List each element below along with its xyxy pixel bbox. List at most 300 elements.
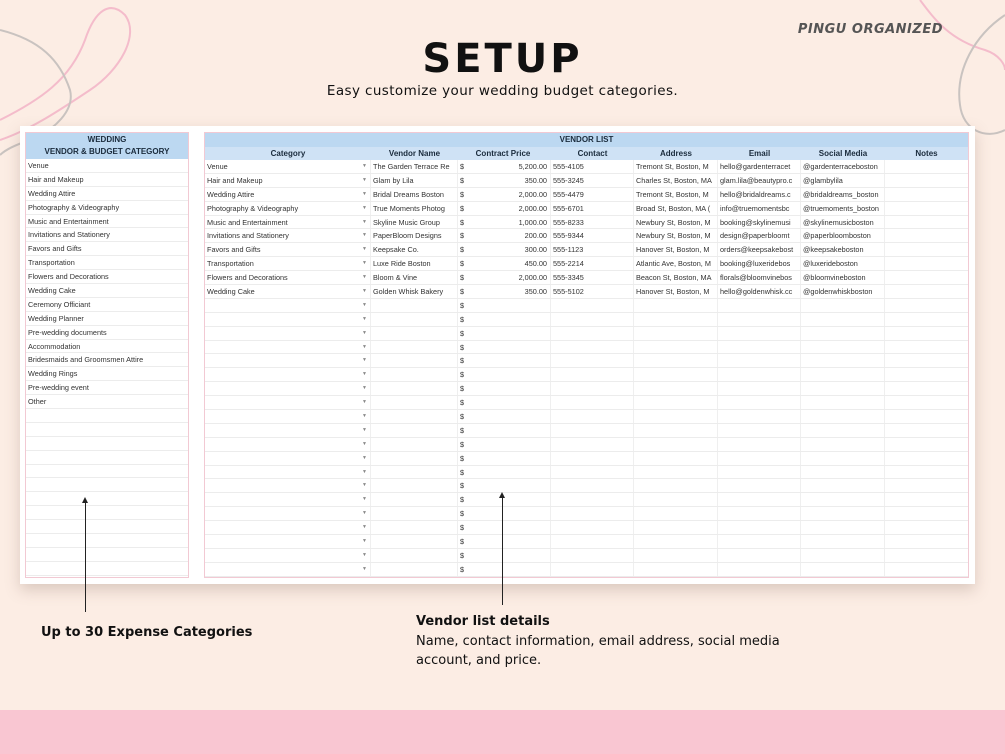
notes-cell[interactable] xyxy=(885,410,968,423)
email-cell[interactable] xyxy=(718,535,801,548)
category-list-item[interactable] xyxy=(26,423,188,437)
address-cell[interactable]: Hanover St, Boston, M xyxy=(634,243,718,256)
address-cell[interactable] xyxy=(634,327,718,340)
social-media-cell[interactable] xyxy=(801,299,885,312)
contract-price-cell[interactable] xyxy=(458,452,551,465)
vendor-name-cell[interactable]: Golden Whisk Bakery xyxy=(371,285,458,298)
notes-cell[interactable] xyxy=(885,549,968,562)
notes-cell[interactable] xyxy=(885,452,968,465)
notes-cell[interactable] xyxy=(885,202,968,215)
notes-cell[interactable] xyxy=(885,285,968,298)
notes-cell[interactable] xyxy=(885,396,968,409)
contract-price-cell[interactable] xyxy=(458,507,551,520)
category-cell[interactable] xyxy=(205,479,371,492)
vendor-name-cell[interactable]: Bridal Dreams Boston xyxy=(371,188,458,201)
social-media-cell[interactable]: @keepsakeboston xyxy=(801,243,885,256)
category-cell[interactable] xyxy=(205,313,371,326)
email-cell[interactable] xyxy=(718,382,801,395)
category-cell[interactable] xyxy=(205,257,371,270)
notes-cell[interactable] xyxy=(885,216,968,229)
contact-cell[interactable] xyxy=(551,563,634,576)
contact-cell[interactable] xyxy=(551,535,634,548)
contact-cell[interactable]: 555-2214 xyxy=(551,257,634,270)
category-cell[interactable] xyxy=(205,382,371,395)
address-cell[interactable]: Atlantic Ave, Boston, M xyxy=(634,257,718,270)
address-cell[interactable] xyxy=(634,549,718,562)
contact-cell[interactable] xyxy=(551,549,634,562)
category-list-item[interactable]: Transportation xyxy=(26,256,188,270)
category-list-item[interactable]: Flowers and Decorations xyxy=(26,270,188,284)
notes-cell[interactable] xyxy=(885,424,968,437)
category-cell[interactable] xyxy=(205,438,371,451)
category-cell[interactable] xyxy=(205,424,371,437)
email-cell[interactable]: glam.lila@beautypro.c xyxy=(718,174,801,187)
contract-price-cell[interactable] xyxy=(458,257,551,270)
category-cell[interactable] xyxy=(205,354,371,367)
social-media-cell[interactable] xyxy=(801,466,885,479)
category-list-item[interactable] xyxy=(26,576,188,578)
dropdown-arrow-icon[interactable]: ▼ xyxy=(362,413,367,420)
email-cell[interactable] xyxy=(718,438,801,451)
dropdown-arrow-icon[interactable]: ▼ xyxy=(362,315,367,322)
social-media-cell[interactable] xyxy=(801,368,885,381)
vendor-name-cell[interactable] xyxy=(371,549,458,562)
vendor-name-cell[interactable] xyxy=(371,299,458,312)
vendor-name-cell[interactable] xyxy=(371,563,458,576)
email-cell[interactable] xyxy=(718,452,801,465)
category-cell[interactable] xyxy=(205,466,371,479)
address-cell[interactable] xyxy=(634,507,718,520)
contract-price-cell[interactable] xyxy=(458,354,551,367)
dropdown-arrow-icon[interactable]: ▼ xyxy=(362,218,367,225)
notes-cell[interactable] xyxy=(885,160,968,173)
social-media-cell[interactable]: @gardenterraceboston xyxy=(801,160,885,173)
contact-cell[interactable] xyxy=(551,313,634,326)
social-media-cell[interactable] xyxy=(801,549,885,562)
email-cell[interactable] xyxy=(718,354,801,367)
category-list-item[interactable]: Venue xyxy=(26,159,188,173)
social-media-cell[interactable]: @glambylila xyxy=(801,174,885,187)
notes-cell[interactable] xyxy=(885,243,968,256)
category-cell[interactable] xyxy=(205,341,371,354)
category-cell[interactable] xyxy=(205,368,371,381)
notes-cell[interactable] xyxy=(885,271,968,284)
contact-cell[interactable]: 555-9344 xyxy=(551,229,634,242)
vendor-name-cell[interactable] xyxy=(371,493,458,506)
contract-price-cell[interactable] xyxy=(458,438,551,451)
contact-cell[interactable] xyxy=(551,452,634,465)
category-cell[interactable] xyxy=(205,521,371,534)
vendor-name-cell[interactable] xyxy=(371,521,458,534)
address-cell[interactable] xyxy=(634,424,718,437)
address-cell[interactable] xyxy=(634,466,718,479)
category-cell[interactable] xyxy=(205,216,371,229)
contact-cell[interactable] xyxy=(551,438,634,451)
category-list-item[interactable]: Other xyxy=(26,395,188,409)
notes-cell[interactable] xyxy=(885,535,968,548)
contract-price-cell[interactable] xyxy=(458,271,551,284)
address-cell[interactable] xyxy=(634,341,718,354)
email-cell[interactable]: booking@skylinemusi xyxy=(718,216,801,229)
dropdown-arrow-icon[interactable]: ▼ xyxy=(362,204,367,211)
email-cell[interactable]: booking@luxeridebos xyxy=(718,257,801,270)
social-media-cell[interactable]: @goldenwhiskboston xyxy=(801,285,885,298)
address-cell[interactable]: Newbury St, Boston, M xyxy=(634,216,718,229)
category-cell[interactable] xyxy=(205,229,371,242)
notes-cell[interactable] xyxy=(885,188,968,201)
category-list-item[interactable] xyxy=(26,478,188,492)
social-media-cell[interactable] xyxy=(801,521,885,534)
social-media-cell[interactable]: @paperbloomboston xyxy=(801,229,885,242)
category-list-item[interactable]: Music and Entertainment xyxy=(26,215,188,229)
dropdown-arrow-icon[interactable]: ▼ xyxy=(362,551,367,558)
email-cell[interactable]: hello@goldenwhisk.cc xyxy=(718,285,801,298)
category-list-item[interactable] xyxy=(26,534,188,548)
notes-cell[interactable] xyxy=(885,507,968,520)
dropdown-arrow-icon[interactable]: ▼ xyxy=(362,385,367,392)
category-cell[interactable] xyxy=(205,202,371,215)
social-media-cell[interactable]: @luxerideboston xyxy=(801,257,885,270)
category-cell[interactable] xyxy=(205,507,371,520)
address-cell[interactable]: Charles St, Boston, MA xyxy=(634,174,718,187)
dropdown-arrow-icon[interactable]: ▼ xyxy=(362,288,367,295)
dropdown-arrow-icon[interactable]: ▼ xyxy=(362,329,367,336)
email-cell[interactable] xyxy=(718,327,801,340)
address-cell[interactable] xyxy=(634,299,718,312)
contact-cell[interactable]: 555-1123 xyxy=(551,243,634,256)
vendor-name-cell[interactable]: Glam by Lila xyxy=(371,174,458,187)
dropdown-arrow-icon[interactable]: ▼ xyxy=(362,357,367,364)
contract-price-cell[interactable] xyxy=(458,341,551,354)
category-cell[interactable] xyxy=(205,188,371,201)
email-cell[interactable] xyxy=(718,410,801,423)
contract-price-cell[interactable] xyxy=(458,299,551,312)
category-cell[interactable] xyxy=(205,160,371,173)
social-media-cell[interactable] xyxy=(801,327,885,340)
notes-cell[interactable] xyxy=(885,327,968,340)
email-cell[interactable] xyxy=(718,396,801,409)
vendor-name-cell[interactable] xyxy=(371,452,458,465)
contact-cell[interactable] xyxy=(551,466,634,479)
notes-cell[interactable] xyxy=(885,257,968,270)
email-cell[interactable]: florals@bloomvinebos xyxy=(718,271,801,284)
vendor-name-cell[interactable] xyxy=(371,466,458,479)
social-media-cell[interactable]: @truemoments_boston xyxy=(801,202,885,215)
vendor-name-cell[interactable]: Skyline Music Group xyxy=(371,216,458,229)
category-list-item[interactable]: Accommodation xyxy=(26,340,188,354)
category-cell[interactable] xyxy=(205,549,371,562)
address-cell[interactable] xyxy=(634,396,718,409)
contract-price-cell[interactable] xyxy=(458,535,551,548)
vendor-name-cell[interactable] xyxy=(371,382,458,395)
social-media-cell[interactable]: @bloomvineboston xyxy=(801,271,885,284)
notes-cell[interactable] xyxy=(885,438,968,451)
address-cell[interactable] xyxy=(634,354,718,367)
dropdown-arrow-icon[interactable]: ▼ xyxy=(362,260,367,267)
email-cell[interactable]: hello@gardenterracet xyxy=(718,160,801,173)
social-media-cell[interactable] xyxy=(801,479,885,492)
notes-cell[interactable] xyxy=(885,299,968,312)
email-cell[interactable] xyxy=(718,493,801,506)
email-cell[interactable]: info@truemomentsbc xyxy=(718,202,801,215)
social-media-cell[interactable]: @bridaldreams_boston xyxy=(801,188,885,201)
vendor-name-cell[interactable] xyxy=(371,313,458,326)
category-list-item[interactable] xyxy=(26,451,188,465)
address-cell[interactable] xyxy=(634,382,718,395)
contract-price-cell[interactable] xyxy=(458,396,551,409)
vendor-name-cell[interactable] xyxy=(371,327,458,340)
email-cell[interactable]: design@paperbloomt xyxy=(718,229,801,242)
dropdown-arrow-icon[interactable]: ▼ xyxy=(362,232,367,239)
dropdown-arrow-icon[interactable]: ▼ xyxy=(362,343,367,350)
dropdown-arrow-icon[interactable]: ▼ xyxy=(362,163,367,169)
category-cell[interactable] xyxy=(205,174,371,187)
social-media-cell[interactable] xyxy=(801,535,885,548)
vendor-name-cell[interactable]: Luxe Ride Boston xyxy=(371,257,458,270)
contract-price-cell[interactable] xyxy=(458,285,551,298)
category-list-item[interactable] xyxy=(26,562,188,576)
vendor-name-cell[interactable] xyxy=(371,341,458,354)
dropdown-arrow-icon[interactable]: ▼ xyxy=(362,524,367,531)
contract-price-cell[interactable] xyxy=(458,479,551,492)
dropdown-arrow-icon[interactable]: ▼ xyxy=(362,399,367,406)
address-cell[interactable] xyxy=(634,479,718,492)
contact-cell[interactable]: 555-5102 xyxy=(551,285,634,298)
social-media-cell[interactable] xyxy=(801,563,885,576)
email-cell[interactable] xyxy=(718,466,801,479)
category-list-item[interactable]: Wedding Planner xyxy=(26,312,188,326)
dropdown-arrow-icon[interactable]: ▼ xyxy=(362,246,367,253)
category-cell[interactable] xyxy=(205,396,371,409)
email-cell[interactable] xyxy=(718,563,801,576)
contract-price-cell[interactable] xyxy=(458,549,551,562)
category-list-item[interactable]: Favors and Gifts xyxy=(26,242,188,256)
contact-cell[interactable]: 555-6701 xyxy=(551,202,634,215)
social-media-cell[interactable] xyxy=(801,396,885,409)
vendor-name-cell[interactable] xyxy=(371,410,458,423)
contact-cell[interactable] xyxy=(551,493,634,506)
social-media-cell[interactable]: @skylinemusicboston xyxy=(801,216,885,229)
address-cell[interactable] xyxy=(634,410,718,423)
address-cell[interactable]: Beacon St, Boston, MA xyxy=(634,271,718,284)
notes-cell[interactable] xyxy=(885,229,968,242)
social-media-cell[interactable] xyxy=(801,341,885,354)
contract-price-cell[interactable] xyxy=(458,466,551,479)
email-cell[interactable] xyxy=(718,299,801,312)
contract-price-cell[interactable] xyxy=(458,521,551,534)
social-media-cell[interactable] xyxy=(801,354,885,367)
category-list-item[interactable] xyxy=(26,492,188,506)
category-list-item[interactable] xyxy=(26,465,188,479)
address-cell[interactable] xyxy=(634,563,718,576)
contract-price-cell[interactable] xyxy=(458,188,551,201)
category-cell[interactable] xyxy=(205,452,371,465)
category-cell[interactable] xyxy=(205,493,371,506)
notes-cell[interactable] xyxy=(885,368,968,381)
social-media-cell[interactable] xyxy=(801,424,885,437)
social-media-cell[interactable] xyxy=(801,410,885,423)
notes-cell[interactable] xyxy=(885,174,968,187)
vendor-name-cell[interactable] xyxy=(371,535,458,548)
category-cell[interactable] xyxy=(205,410,371,423)
email-cell[interactable] xyxy=(718,479,801,492)
notes-cell[interactable] xyxy=(885,479,968,492)
category-list-item[interactable]: Wedding Cake xyxy=(26,284,188,298)
category-list-item[interactable]: Hair and Makeup xyxy=(26,173,188,187)
contact-cell[interactable] xyxy=(551,299,634,312)
contact-cell[interactable] xyxy=(551,382,634,395)
contact-cell[interactable] xyxy=(551,396,634,409)
email-cell[interactable] xyxy=(718,549,801,562)
category-cell[interactable] xyxy=(205,299,371,312)
dropdown-arrow-icon[interactable]: ▼ xyxy=(362,274,367,281)
category-list-item[interactable] xyxy=(26,520,188,534)
vendor-name-cell[interactable] xyxy=(371,396,458,409)
contract-price-cell[interactable] xyxy=(458,202,551,215)
address-cell[interactable]: Hanover St, Boston, M xyxy=(634,285,718,298)
contract-price-cell[interactable] xyxy=(458,160,551,173)
notes-cell[interactable] xyxy=(885,493,968,506)
dropdown-arrow-icon[interactable]: ▼ xyxy=(362,426,367,433)
address-cell[interactable]: Broad St, Boston, MA ( xyxy=(634,202,718,215)
category-list-item[interactable] xyxy=(26,548,188,562)
address-cell[interactable]: Newbury St, Boston, M xyxy=(634,229,718,242)
vendor-name-cell[interactable] xyxy=(371,368,458,381)
social-media-cell[interactable] xyxy=(801,313,885,326)
dropdown-arrow-icon[interactable]: ▼ xyxy=(362,468,367,475)
category-list-item[interactable] xyxy=(26,437,188,451)
social-media-cell[interactable] xyxy=(801,452,885,465)
contract-price-cell[interactable] xyxy=(458,216,551,229)
vendor-name-cell[interactable] xyxy=(371,354,458,367)
notes-cell[interactable] xyxy=(885,313,968,326)
dropdown-arrow-icon[interactable]: ▼ xyxy=(362,440,367,447)
address-cell[interactable] xyxy=(634,313,718,326)
vendor-name-cell[interactable]: True Moments Photog xyxy=(371,202,458,215)
email-cell[interactable]: orders@keepsakebost xyxy=(718,243,801,256)
contact-cell[interactable]: 555-3345 xyxy=(551,271,634,284)
contract-price-cell[interactable] xyxy=(458,410,551,423)
contact-cell[interactable] xyxy=(551,424,634,437)
notes-cell[interactable] xyxy=(885,563,968,576)
contact-cell[interactable] xyxy=(551,368,634,381)
dropdown-arrow-icon[interactable]: ▼ xyxy=(362,538,367,545)
email-cell[interactable] xyxy=(718,341,801,354)
address-cell[interactable] xyxy=(634,438,718,451)
category-cell[interactable] xyxy=(205,563,371,576)
contract-price-cell[interactable] xyxy=(458,243,551,256)
category-cell[interactable] xyxy=(205,285,371,298)
email-cell[interactable] xyxy=(718,313,801,326)
category-cell[interactable] xyxy=(205,243,371,256)
category-list-item[interactable]: Invitations and Stationery xyxy=(26,228,188,242)
address-cell[interactable] xyxy=(634,493,718,506)
vendor-name-cell[interactable]: PaperBloom Designs xyxy=(371,229,458,242)
address-cell[interactable] xyxy=(634,535,718,548)
vendor-name-cell[interactable]: Keepsake Co. xyxy=(371,243,458,256)
notes-cell[interactable] xyxy=(885,382,968,395)
vendor-name-cell[interactable] xyxy=(371,507,458,520)
category-list-item[interactable] xyxy=(26,409,188,423)
category-list-item[interactable]: Pre-wedding event xyxy=(26,381,188,395)
social-media-cell[interactable] xyxy=(801,493,885,506)
contact-cell[interactable] xyxy=(551,354,634,367)
contact-cell[interactable] xyxy=(551,341,634,354)
notes-cell[interactable] xyxy=(885,466,968,479)
vendor-name-cell[interactable]: The Garden Terrace Re xyxy=(371,160,458,173)
contract-price-cell[interactable] xyxy=(458,174,551,187)
contact-cell[interactable]: 555-8233 xyxy=(551,216,634,229)
notes-cell[interactable] xyxy=(885,341,968,354)
contact-cell[interactable] xyxy=(551,479,634,492)
social-media-cell[interactable] xyxy=(801,382,885,395)
dropdown-arrow-icon[interactable]: ▼ xyxy=(362,176,367,183)
dropdown-arrow-icon[interactable]: ▼ xyxy=(362,565,367,572)
dropdown-arrow-icon[interactable]: ▼ xyxy=(362,454,367,461)
category-cell[interactable] xyxy=(205,327,371,340)
contact-cell[interactable] xyxy=(551,521,634,534)
contact-cell[interactable] xyxy=(551,327,634,340)
dropdown-arrow-icon[interactable]: ▼ xyxy=(362,301,367,308)
contract-price-cell[interactable] xyxy=(458,382,551,395)
contract-price-cell[interactable] xyxy=(458,368,551,381)
vendor-name-cell[interactable] xyxy=(371,438,458,451)
address-cell[interactable]: Tremont St, Boston, M xyxy=(634,188,718,201)
notes-cell[interactable] xyxy=(885,354,968,367)
email-cell[interactable]: hello@bridaldreams.c xyxy=(718,188,801,201)
email-cell[interactable] xyxy=(718,507,801,520)
email-cell[interactable] xyxy=(718,424,801,437)
vendor-name-cell[interactable]: Bloom & Vine xyxy=(371,271,458,284)
address-cell[interactable]: Tremont St, Boston, M xyxy=(634,160,718,173)
category-list-item[interactable] xyxy=(26,506,188,520)
contact-cell[interactable] xyxy=(551,410,634,423)
contract-price-cell[interactable] xyxy=(458,229,551,242)
contract-price-cell[interactable] xyxy=(458,424,551,437)
address-cell[interactable] xyxy=(634,452,718,465)
email-cell[interactable] xyxy=(718,368,801,381)
category-list-item[interactable]: Wedding Attire xyxy=(26,187,188,201)
contact-cell[interactable]: 555-4479 xyxy=(551,188,634,201)
dropdown-arrow-icon[interactable]: ▼ xyxy=(362,482,367,489)
notes-cell[interactable] xyxy=(885,521,968,534)
dropdown-arrow-icon[interactable]: ▼ xyxy=(362,496,367,503)
category-list-item[interactable]: Pre-wedding documents xyxy=(26,326,188,340)
contract-price-cell[interactable] xyxy=(458,327,551,340)
social-media-cell[interactable] xyxy=(801,438,885,451)
contract-price-cell[interactable] xyxy=(458,563,551,576)
dropdown-arrow-icon[interactable]: ▼ xyxy=(362,371,367,378)
social-media-cell[interactable] xyxy=(801,507,885,520)
dropdown-arrow-icon[interactable]: ▼ xyxy=(362,510,367,517)
vendor-name-cell[interactable] xyxy=(371,479,458,492)
category-list-item[interactable]: Photography & Videography xyxy=(26,201,188,215)
contact-cell[interactable]: 555-4105 xyxy=(551,160,634,173)
category-cell[interactable] xyxy=(205,535,371,548)
category-list-item[interactable]: Wedding Rings xyxy=(26,367,188,381)
email-cell[interactable] xyxy=(718,521,801,534)
contract-price-cell[interactable] xyxy=(458,313,551,326)
category-cell[interactable] xyxy=(205,271,371,284)
dropdown-arrow-icon[interactable]: ▼ xyxy=(362,190,367,197)
contact-cell[interactable]: 555-3245 xyxy=(551,174,634,187)
vendor-name-cell[interactable] xyxy=(371,424,458,437)
address-cell[interactable] xyxy=(634,368,718,381)
category-list-item[interactable]: Bridesmaids and Groomsmen Attire xyxy=(26,353,188,367)
category-list-item[interactable]: Ceremony Officiant xyxy=(26,298,188,312)
address-cell[interactable] xyxy=(634,521,718,534)
contact-cell[interactable] xyxy=(551,507,634,520)
